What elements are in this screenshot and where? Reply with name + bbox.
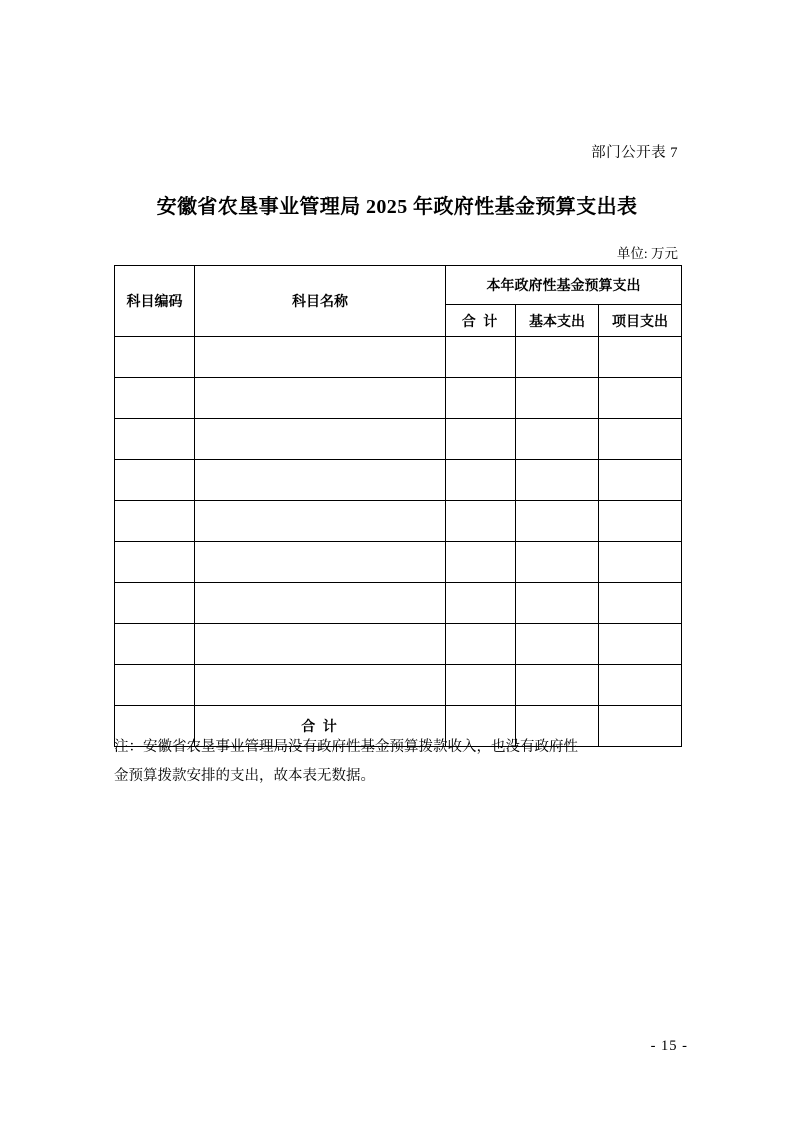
table-row: [115, 337, 682, 378]
cell-total: [446, 419, 516, 460]
cell-code: [115, 624, 195, 665]
cell-name: [195, 378, 446, 419]
cell-code: [115, 665, 195, 706]
cell-project: [599, 501, 682, 542]
table-row: [115, 624, 682, 665]
header-total: 合 计: [446, 305, 516, 337]
cell-code: [115, 583, 195, 624]
header-project-expenditure: 项目支出: [599, 305, 682, 337]
cell-project: [599, 624, 682, 665]
header-subject-code: 科目编码: [115, 266, 195, 337]
cell-basic: [516, 378, 599, 419]
cell-basic: [516, 460, 599, 501]
table-row: [115, 542, 682, 583]
table-row: [115, 460, 682, 501]
cell-total: [446, 624, 516, 665]
cell-name: [195, 583, 446, 624]
cell-code: [115, 378, 195, 419]
cell-total: [446, 542, 516, 583]
header-group-current-year: 本年政府性基金预算支出: [446, 266, 682, 305]
cell-code: [115, 460, 195, 501]
cell-total: [446, 583, 516, 624]
cell-project: [599, 460, 682, 501]
cell-name: [195, 460, 446, 501]
cell-basic: [516, 665, 599, 706]
cell-total: [446, 337, 516, 378]
footnote: [114, 733, 684, 791]
table-header-row-group: [115, 266, 682, 305]
cell-name: [195, 624, 446, 665]
header-basic-expenditure: 基本支出: [516, 305, 599, 337]
cell-total: [446, 501, 516, 542]
cell-name: [195, 419, 446, 460]
page-number: - 15 -: [650, 1038, 688, 1054]
footnote-line-2: 金预算拨款安排的支出，故本表无数据。: [114, 768, 375, 784]
cell-project: [599, 583, 682, 624]
cell-total: [446, 665, 516, 706]
header-subject-name: 科目名称: [195, 266, 446, 337]
budget-table-container: [114, 265, 681, 747]
cell-code: [115, 501, 195, 542]
cell-code: [115, 337, 195, 378]
cell-code: [115, 419, 195, 460]
table-row: [115, 419, 682, 460]
cell-project: [599, 337, 682, 378]
cell-name: [195, 337, 446, 378]
cell-total: [446, 378, 516, 419]
cell-name: [195, 542, 446, 583]
footnote-line-1: 注：安徽省农垦事业管理局没有政府性基金预算拨款收入，也没有政府性: [114, 739, 578, 755]
cell-name: [195, 501, 446, 542]
cell-total: [446, 460, 516, 501]
cell-basic: [516, 337, 599, 378]
table-row: [115, 501, 682, 542]
cell-project: [599, 419, 682, 460]
cell-project: [599, 378, 682, 419]
cell-basic: [516, 583, 599, 624]
table-row: [115, 583, 682, 624]
cell-basic: [516, 624, 599, 665]
form-code-label: 部门公开表 7: [591, 145, 678, 161]
cell-basic: [516, 419, 599, 460]
budget-table: [114, 265, 682, 747]
cell-project: [599, 542, 682, 583]
cell-basic: [516, 542, 599, 583]
cell-name: [195, 665, 446, 706]
cell-basic: [516, 501, 599, 542]
unit-note: 单位: 万元: [616, 246, 678, 261]
table-row: [115, 665, 682, 706]
table-row: [115, 378, 682, 419]
total-row-label: 合 计: [195, 706, 446, 747]
page-title: 安徽省农垦事业管理局 2025 年政府性基金预算支出表: [156, 196, 638, 218]
cell-project: [599, 665, 682, 706]
cell-code: [115, 542, 195, 583]
